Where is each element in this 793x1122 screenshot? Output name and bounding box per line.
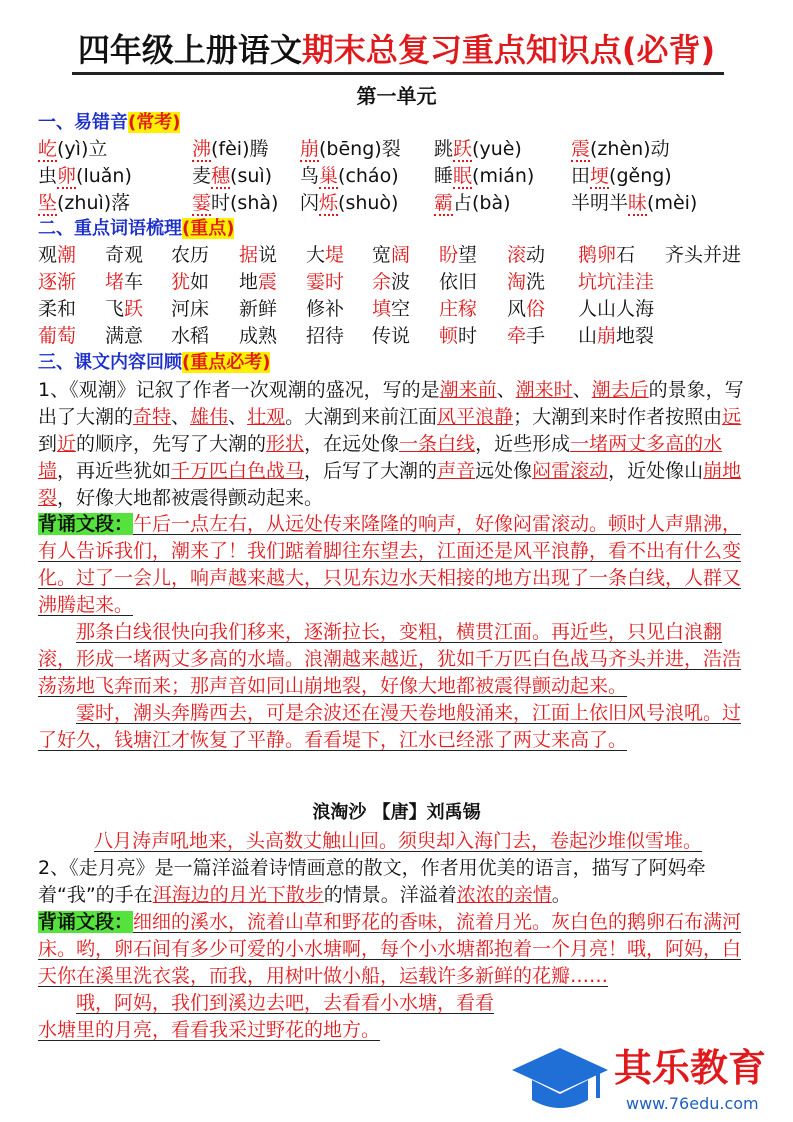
pinyin-text: (shuò) <box>338 192 399 214</box>
pinyin-item <box>434 136 522 163</box>
recite-paragraph <box>38 909 758 990</box>
word-text: 洗 <box>526 271 546 293</box>
pinyin-text: (suì) <box>230 165 273 187</box>
word-text: 说 <box>258 244 278 266</box>
word-item <box>38 323 76 350</box>
highlight-char: 屹 <box>38 138 58 160</box>
text-run: 的景象，写出了大潮的 <box>38 379 744 428</box>
key-phrase: 远 <box>722 406 742 428</box>
highlight-char: 昧 <box>628 192 648 214</box>
highlight-char: 跃 <box>124 298 144 320</box>
highlight-char: 坠 <box>38 192 58 214</box>
word-item <box>171 323 209 350</box>
word-item <box>239 242 277 269</box>
recite-paragraph <box>38 990 508 1044</box>
key-phrase: 一堵两丈多高的水墙 <box>38 433 723 482</box>
highlight-char: 震 <box>258 271 278 293</box>
poem-line: 八月涛声吼地来，头高数丈触山回。须臾却入海门去，卷起沙堆似雪堆。 <box>93 830 702 852</box>
highlight-char: 俗 <box>526 298 546 320</box>
text-run: 1、《观潮》记叙了作者一次观潮的盛况，写的是 <box>38 379 440 401</box>
word-item <box>239 323 277 350</box>
text-run: 2、《走月亮》是一篇洋溢着诗情画意的散文，作者用优美的语言，描写了阿妈牵着“我”的手在 <box>38 857 706 906</box>
word-text: 地 <box>239 271 259 293</box>
highlight-char: 滚 <box>507 244 527 266</box>
highlight-char: 霸 <box>434 192 454 214</box>
pinyin-item <box>38 190 130 217</box>
page-title <box>0 28 793 72</box>
word-text: 田 <box>571 165 591 187</box>
highlight-char: 犹 <box>171 271 191 293</box>
key-phrase: 奇特 <box>133 406 172 428</box>
recite-text: 细细的溪水，流着山草和野花的香味，流着月光。灰白色的鹅卵石布满河床。哟，卵石间有多少可爱的小水塘啊，每个小水塘都抱着一个月亮！哦，阿妈，白天你在溪里洗衣裳，而我，用树叶做小船，运载许多新鲜的花瓣…… <box>38 911 742 987</box>
section-heading-2 <box>38 216 234 242</box>
highlight-char: 巢 <box>319 165 339 187</box>
word-text: 时 <box>458 325 478 347</box>
text-run: 、 <box>171 406 191 428</box>
word-text: 传说 <box>372 325 411 347</box>
title-main: 四年级上册语文 <box>77 31 302 69</box>
word-text: 山 <box>578 325 598 347</box>
pinyin-text: (yuè) <box>472 138 522 160</box>
word-item <box>105 269 143 296</box>
text-run: 、 <box>572 379 592 401</box>
highlight-char: 霎 <box>192 192 212 214</box>
recite-paragraph <box>38 700 758 754</box>
text-run: ，近些形成 <box>475 433 571 455</box>
word-item <box>439 296 477 323</box>
pinyin-text: (mián) <box>472 165 535 187</box>
recite-text: 午后一点左右，从远处传来隆隆的响声，好像闷雷滚动。顿时人声鼎沸，有人告诉我们，潮来了！我们踮着脚往东望去，江面还是风平浪静，看不出有什么变化。过了一会儿，响声越来越大，只见东边水天相接的地方出现了一条白线，人群又沸腾起来。 <box>38 513 742 616</box>
text-run: 。 <box>551 884 571 906</box>
word-text: 招待 <box>306 325 345 347</box>
highlight-char: 潮 <box>57 244 77 266</box>
word-text: 成熟 <box>239 325 278 347</box>
highlight-char: 堵 <box>105 271 125 293</box>
word-text: 鸟 <box>300 165 320 187</box>
word-item <box>578 242 635 269</box>
word-item <box>372 323 410 350</box>
word-text: 半明半 <box>571 192 629 214</box>
text-run: ，再近些犹如 <box>57 460 172 482</box>
word-item <box>665 242 741 269</box>
word-item <box>439 242 477 269</box>
highlight-char: 阔 <box>391 244 411 266</box>
pinyin-text: (fèi)腾 <box>211 138 269 160</box>
pinyin-item <box>571 136 670 163</box>
word-item <box>439 323 477 350</box>
section-2-label: 二、重点词语梳理 <box>38 218 182 239</box>
pinyin-item <box>38 136 107 163</box>
pinyin-item <box>192 136 269 163</box>
brand-name: 其乐教育 <box>614 1046 767 1090</box>
word-text: 观 <box>38 244 58 266</box>
section-2-tag: (重点) <box>182 218 235 239</box>
word-text: 虫 <box>38 165 58 187</box>
pinyin-item <box>571 163 672 190</box>
word-text: 望 <box>458 244 478 266</box>
pinyin-item <box>434 163 534 190</box>
word-text: 齐头并进 <box>665 244 742 266</box>
graduation-cap-icon <box>510 1042 610 1118</box>
highlight-char: 跃 <box>453 138 473 160</box>
key-phrase: 闷雷滚动 <box>532 460 609 482</box>
highlight-char: 埂 <box>590 165 610 187</box>
word-item <box>507 242 545 269</box>
highlight-char: 庄稼 <box>439 298 478 320</box>
word-text: 手 <box>526 325 546 347</box>
word-item <box>306 242 344 269</box>
key-phrase: 潮来前 <box>439 379 497 401</box>
recite-label: 背诵文段： <box>38 911 134 933</box>
word-text: 车 <box>124 271 144 293</box>
title-underline <box>72 72 724 75</box>
pinyin-item <box>38 163 132 190</box>
word-item <box>507 296 545 323</box>
pinyin-text: (cháo) <box>338 165 399 187</box>
word-text: 跳 <box>434 138 454 160</box>
word-item <box>171 296 209 323</box>
highlight-char: 鹅卵 <box>578 244 617 266</box>
recite-paragraph <box>38 511 758 619</box>
highlight-char: 坑坑洼洼 <box>578 271 655 293</box>
highlight-char: 烁 <box>319 192 339 214</box>
highlight-char: 卵 <box>57 165 77 187</box>
text-run: ；大潮到来时作者按照由 <box>513 406 723 428</box>
text-run: ，近处像山 <box>608 460 704 482</box>
word-text: 奇观 <box>105 244 144 266</box>
pinyin-text: (luǎn) <box>76 165 132 187</box>
pinyin-text: (bēng)裂 <box>319 138 401 160</box>
text-run: 、 <box>496 379 516 401</box>
word-item <box>372 242 410 269</box>
pinyin-item <box>300 190 398 217</box>
word-text: 大 <box>306 244 326 266</box>
text-run: 的顺序，先写了大潮的 <box>76 433 267 455</box>
key-phrase: 近 <box>57 433 77 455</box>
key-phrase: 形状 <box>266 433 305 455</box>
recite-text: 哦，阿妈，我们到溪边去吧，去看看小水塘，看看水塘里的月亮，看看我采过野花的地方。 <box>38 992 495 1041</box>
unit-heading: 第一单元 <box>356 84 437 108</box>
key-phrase: 潮去后 <box>591 379 649 401</box>
word-text: 闪 <box>300 192 320 214</box>
pinyin-item <box>571 190 697 217</box>
highlight-char: 盼 <box>439 244 459 266</box>
highlight-char: 据 <box>239 244 259 266</box>
brand-logo <box>510 1042 790 1118</box>
poem-text <box>38 828 758 855</box>
key-phrase: 雄伟 <box>190 406 229 428</box>
word-text: 依旧 <box>439 271 478 293</box>
key-phrase: 一条白线 <box>399 433 476 455</box>
highlight-char: 穗 <box>211 165 231 187</box>
pinyin-text: 时(shà) <box>211 192 279 214</box>
highlight-char: 霎时 <box>306 271 345 293</box>
highlight-char: 填 <box>372 298 392 320</box>
word-item <box>372 296 410 323</box>
highlight-char: 余 <box>372 271 392 293</box>
pinyin-text: (yì)立 <box>57 138 108 160</box>
word-item <box>439 269 477 296</box>
highlight-char: 牵 <box>507 325 527 347</box>
highlight-char: 顿 <box>439 325 459 347</box>
word-text: 柔和 <box>38 298 77 320</box>
word-text: 修补 <box>306 298 345 320</box>
word-item <box>306 269 344 296</box>
key-phrase: 洱海边的月光下散步 <box>152 884 324 906</box>
pinyin-item <box>434 190 511 217</box>
recite-label: 背诵文段： <box>38 513 134 535</box>
pinyin-text: (zhèn)动 <box>590 138 670 160</box>
word-item <box>507 269 545 296</box>
word-item <box>38 296 76 323</box>
pinyin-text: 占(bà) <box>453 192 511 214</box>
text-run: 到 <box>38 433 58 455</box>
highlight-char: 崩 <box>597 325 617 347</box>
recite-block-1 <box>38 511 758 801</box>
title-highlight: 期末总复习重点知识点(必背) <box>301 31 716 69</box>
poem-title: 浪淘沙 【唐】刘禹锡 <box>312 802 481 823</box>
recite-paragraph <box>38 619 758 700</box>
pinyin-text: (mèi) <box>647 192 698 214</box>
section-1-tag: (常考) <box>128 112 181 133</box>
word-text: 麦 <box>192 165 212 187</box>
key-phrase: 声音 <box>437 460 476 482</box>
summary-paragraph-2 <box>38 855 758 909</box>
word-item <box>171 242 209 269</box>
word-item <box>105 323 143 350</box>
word-item <box>105 296 143 323</box>
word-text: 飞 <box>105 298 125 320</box>
pinyin-text: (zhuì)落 <box>57 192 131 214</box>
key-phrase: 风平浪静 <box>437 406 514 428</box>
recite-text: 霎时，潮头奔腾西去，可是余波还在漫天卷地般涌来，江面上依旧风号浪吼。过了好久，钱塘江才恢复了平静。看看堤下，江水已经涨了两丈来高了。 <box>38 702 742 751</box>
pinyin-item <box>192 190 278 217</box>
word-item <box>578 269 654 296</box>
text-run: 、 <box>228 406 248 428</box>
section-3-tag: (重点必考) <box>182 352 271 373</box>
text-run: 远处像 <box>475 460 533 482</box>
highlight-char: 逐渐 <box>38 271 77 293</box>
word-item <box>239 269 277 296</box>
word-item <box>306 296 344 323</box>
pinyin-item <box>300 136 401 163</box>
highlight-char: 葡萄 <box>38 325 77 347</box>
text-run: ，后写了大潮的 <box>304 460 438 482</box>
word-item <box>171 269 209 296</box>
recite-block-2 <box>38 909 758 1044</box>
pinyin-item <box>192 163 272 190</box>
key-phrase: 千万匹白色战马 <box>171 460 305 482</box>
word-item <box>578 296 654 323</box>
highlight-char: 淘 <box>507 271 527 293</box>
word-text: 空 <box>391 298 411 320</box>
highlight-char: 沸 <box>192 138 212 160</box>
highlight-char: 震 <box>571 138 591 160</box>
word-text: 人山人海 <box>578 298 655 320</box>
text-run: ，好像大地都被震得颤动起来。 <box>57 487 324 509</box>
word-text: 宽 <box>372 244 392 266</box>
word-text: 睡 <box>434 165 454 187</box>
word-text: 河床 <box>171 298 210 320</box>
highlight-char: 眠 <box>453 165 473 187</box>
word-item <box>38 242 76 269</box>
word-item <box>306 323 344 350</box>
word-text: 农历 <box>171 244 210 266</box>
highlight-char: 崩 <box>300 138 320 160</box>
brand-url: www.76edu.com <box>626 1094 759 1113</box>
word-item <box>372 269 410 296</box>
word-text: 水稻 <box>171 325 210 347</box>
word-item <box>239 296 277 323</box>
word-item <box>578 323 654 350</box>
pinyin-item <box>300 163 399 190</box>
key-phrase: 浓浓的亲情 <box>456 884 552 906</box>
word-text: 地裂 <box>616 325 655 347</box>
recite-text: 那条白线很快向我们移来，逐渐拉长，变粗，横贯江面。再近些，只见白浪翻滚，形成一堵两丈多高的水墙。浪潮越来越近，犹如千万匹白色战马齐头并进，浩浩荡荡地飞奔而来；那声音如同山崩地裂，好像大地都被震得颤动起来。 <box>38 621 742 697</box>
summary-paragraph-1 <box>38 377 758 510</box>
word-item <box>105 242 143 269</box>
section-1-label: 一、易错音 <box>38 112 128 133</box>
word-text: 满意 <box>105 325 144 347</box>
word-text: 如 <box>190 271 210 293</box>
word-text: 风 <box>507 298 527 320</box>
text-run: ，在远处像 <box>304 433 400 455</box>
pinyin-text: (gěng) <box>609 165 672 187</box>
section-heading-1 <box>38 110 180 136</box>
word-item <box>507 323 545 350</box>
key-phrase: 壮观 <box>247 406 286 428</box>
highlight-char: 堤 <box>325 244 345 266</box>
section-3-label: 三、课文内容回顾 <box>38 352 182 373</box>
text-run: 。大潮到来前江面 <box>285 406 438 428</box>
section-heading-3 <box>38 350 270 376</box>
text-run: 的情景。洋溢着 <box>323 884 457 906</box>
word-text: 波 <box>391 271 411 293</box>
key-phrase: 崩地裂 <box>38 460 742 509</box>
word-text: 动 <box>526 244 546 266</box>
word-text: 新鲜 <box>239 298 278 320</box>
word-text: 石 <box>616 244 636 266</box>
key-phrase: 潮来时 <box>515 379 573 401</box>
word-item <box>38 269 76 296</box>
